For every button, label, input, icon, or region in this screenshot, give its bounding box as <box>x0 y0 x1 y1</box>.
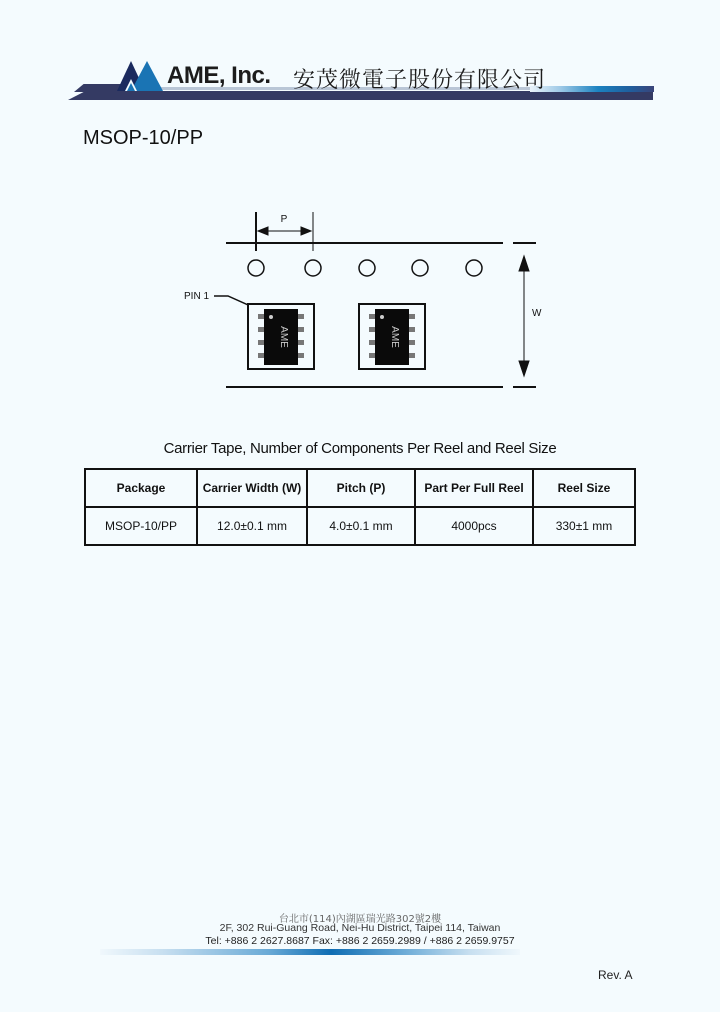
chip-marking: AME <box>389 326 400 348</box>
header-reel-size: Reel Size <box>533 469 635 507</box>
footer-contact: Tel: +886 2 2627.8687 Fax: +886 2 2659.2989 / +886 2 2659.9757 <box>205 935 515 947</box>
page-title: MSOP-10/PP <box>83 127 204 149</box>
table-row <box>85 507 635 545</box>
chip-marking: AME <box>278 326 289 348</box>
carrier-tape-diagram <box>0 0 720 420</box>
cell-pitch: 4.0±0.1 mm <box>307 507 415 545</box>
pitch-label: P <box>280 214 288 225</box>
cell-reel-size: 330±1 mm <box>533 507 635 545</box>
header-package: Package <box>85 469 197 507</box>
table-caption: Carrier Tape, Number of Components Per Reel and Reel Size <box>163 440 557 457</box>
spec-table <box>84 468 636 546</box>
cell-carrier-width: 12.0±0.1 mm <box>197 507 307 545</box>
footer-gradient-bar <box>100 949 520 955</box>
table-header-row <box>85 469 635 507</box>
company-name-zh: 安茂微電子股份有限公司 <box>293 68 547 93</box>
revision-label: Rev. A <box>598 968 633 982</box>
footer-address-zh: 台北市(114)內湖區瑞光路302號2樓 <box>278 914 442 925</box>
company-name-en: AME, Inc. <box>167 62 271 89</box>
header-part-per-reel: Part Per Full Reel <box>415 469 533 507</box>
width-dimension <box>519 256 529 376</box>
cell-package: MSOP-10/PP <box>85 507 197 545</box>
header-carrier-width: Carrier Width (W) <box>197 469 307 507</box>
footer-address-en: 2F, 302 Rui-Guang Road, Nei-Hu District, Taipei 114, Taiwan <box>219 922 501 934</box>
component-pocket-2 <box>359 304 425 369</box>
width-label: W <box>532 308 542 319</box>
component-pocket-1 <box>248 304 314 369</box>
header-pitch: Pitch (P) <box>307 469 415 507</box>
pin1-label: PIN 1 <box>184 291 210 302</box>
cell-part-per-reel: 4000pcs <box>415 507 533 545</box>
sprocket-holes <box>248 260 482 276</box>
